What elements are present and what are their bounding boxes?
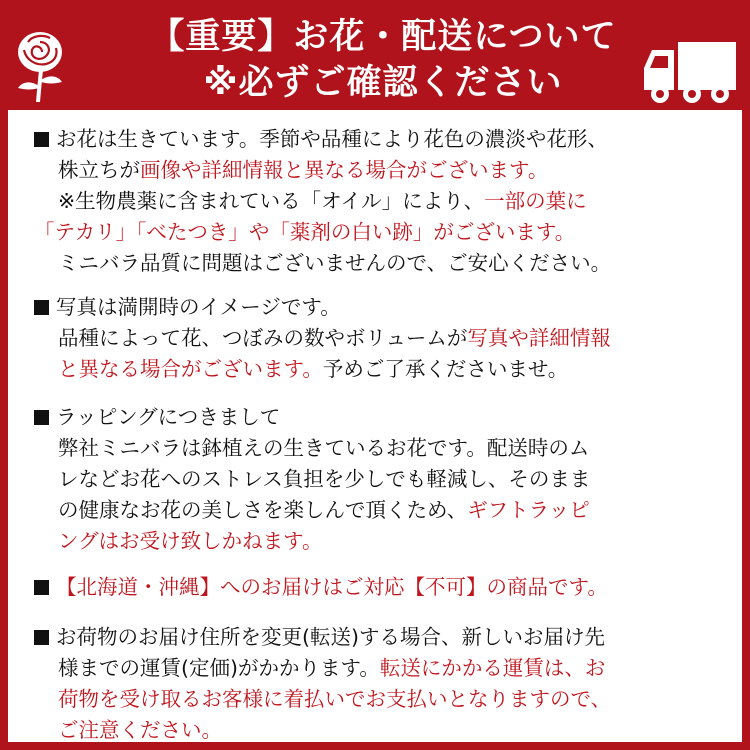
bullet-square-icon (34, 630, 49, 645)
section-photo-note: 写真は満開時のイメージです。 品種によって花、つぼみの数やボリュームが写真や詳細情報 と異なる場合がございます。予めご了承くださいませ。 (34, 292, 611, 385)
bullet-square-icon (34, 410, 49, 425)
page-title: 【重要】お花・配送について (149, 17, 617, 57)
bullet-square-icon (34, 300, 49, 315)
notice-body (8, 110, 742, 742)
section-wrapping: ラッピングにつきまして 弊社ミニバラは鉢植えの生きているお花です。配送時のム レなどお花へのストレス負担を少しでも軽減し、そのまま の健康なお花の美しさを楽しんで頂くため、ギフトラッピ ングはお受け致しかねます。 (34, 402, 590, 557)
header-bar (8, 8, 742, 108)
section-flower-condition: お花は生きています。季節や品種により花色の濃淡や花形、 株立ちが画像や詳細情報と異なる場合がございます。 ※生物農薬に含まれている「オイル」により、一部の葉に 「テカリ」「べたつき」や「薬剤の白い跡」がございます。 ミニバラ品質に問題はございませんので、ご安心ください。 (34, 127, 612, 275)
page-subtitle: ※必ずご確認ください (203, 63, 563, 103)
section-region-restriction: 【北海道・沖縄】へのお届けはご対応【不可】の商品です。 (34, 572, 608, 603)
bullet-square-icon (34, 132, 49, 147)
section-forwarding: お荷物のお届け住所を変更(転送)する場合、新しいお届け先 様までの運賃(定価)がかかります。転送にかかる運賃は、お 荷物を受け取るお客様に着払いでお支払いとなりますので、 ご注意ください。 (34, 622, 611, 746)
rose-icon (12, 28, 68, 104)
bullet-square-icon (34, 580, 49, 595)
truck-icon (640, 38, 740, 104)
